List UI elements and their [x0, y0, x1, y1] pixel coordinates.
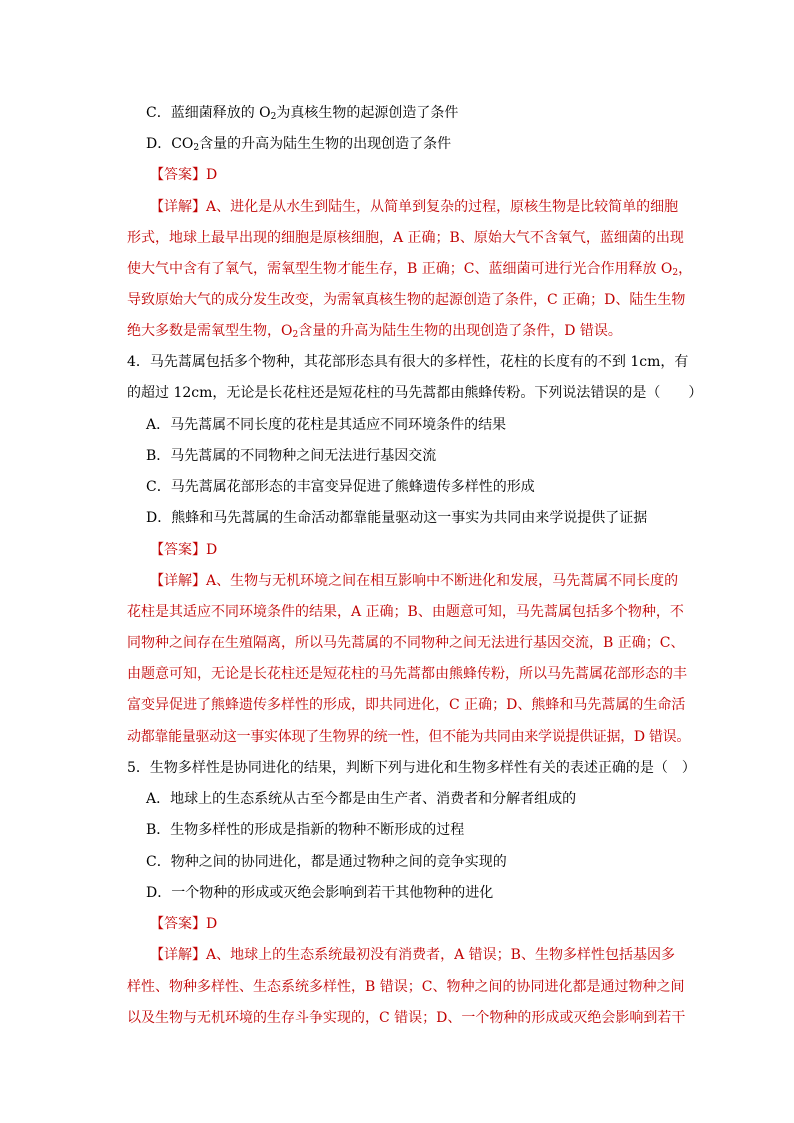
q4-stem-line-2: 的超过 12cm，无论是长花柱还是短花柱的马先蒿都由熊蜂传粉。下列说法错误的是（ ） [127, 385, 703, 401]
answer-tag: 【答案】 [150, 916, 206, 932]
q3-option-d [146, 134, 451, 154]
q3-option-c-text: C．蓝细菌释放的 O [146, 105, 271, 121]
q5-option-b: B．生物多样性的形成是指新的物种不断形成的过程 [146, 822, 465, 838]
q4-option-a: A．马先蒿属不同长度的花柱是其适应不同环境条件的结果 [146, 417, 507, 433]
q3-explain-line-5 [127, 321, 622, 341]
q4-option-c: C．马先蒿属花部形态的丰富变异促进了熊蜂遗传多样性的形成 [146, 479, 535, 495]
answer-tag: 【答案】 [150, 167, 206, 183]
q3-explain-line-2: 形式，地球上最早出现的细胞是原核细胞，A 正确；B、原始大气不含氧气，蓝细菌的出现 [127, 230, 684, 246]
q3-option-c [146, 103, 458, 123]
q3-explain-line-1 [150, 197, 678, 217]
q3-explain-line-3 [127, 259, 692, 279]
q4-explain-line-3: 同物种之间存在生殖隔离，所以马先蒿属的不同物种之间无法进行基因交流，B 正确；C、 [127, 635, 685, 651]
q3-option-c-text-2: 为真核生物的起源创造了条件 [276, 105, 459, 121]
q4-explain-line-1 [150, 571, 678, 591]
q3-option-d-text-2: 含量的升高为陆生生物的出现创造了条件 [199, 136, 452, 152]
q4-explain-line-5: 富变异促进了熊蜂遗传多样性的形成，即共同进化，C 正确；D、熊蜂和马先蒿属的生命活 [127, 697, 686, 713]
explain-tag: 【详解】 [150, 573, 206, 589]
answer-value: D [206, 542, 218, 558]
q4-stem-line-1: 4．马先蒿属包括多个物种，其花部形态具有很大的多样性，花柱的长度有的不到 1cm，有 [127, 354, 689, 370]
q3-explain-line-3-sub: 2 [672, 268, 679, 278]
q3-explain-line-3-text: 使大气中含有了氧气，需氧型生物才能生存，B 正确；C、蓝细菌可进行光合作用释放 O [127, 261, 673, 277]
q4-answer [150, 540, 217, 560]
answer-tag: 【答案】 [150, 542, 206, 558]
explain-tag: 【详解】 [150, 199, 206, 215]
q3-explain-line-4: 导致原始大气的成分发生改变，为需氧真核生物的起源创造了条件，C 正确；D、陆生生物 [127, 292, 686, 308]
q4-explain-line-6: 动都靠能量驱动这一事实体现了生物界的统一性，但不能为共同由来学说提供证据，D 错误。 [127, 729, 691, 745]
q3-option-d-sub: 2 [193, 143, 200, 153]
q4-explain-text: A、生物与无机环境之间在相互影响中不断进化和发展，马先蒿属不同长度的 [206, 573, 679, 589]
q3-explain-text: A、进化是从水生到陆生，从简单到复杂的过程，原核生物是比较简单的细胞 [206, 199, 679, 215]
q5-explain-line-1 [150, 945, 675, 965]
q5-stem-line-1: 5．生物多样性是协同进化的结果，判断下列与进化和生物多样性有关的表述正确的是（ ） [127, 760, 696, 776]
q5-option-a: A．地球上的生态系统从古至今都是由生产者、消费者和分解者组成的 [146, 791, 577, 807]
q5-option-c: C．物种之间的协同进化，都是通过物种之间的竞争实现的 [146, 854, 507, 870]
q3-option-d-text: D．CO [146, 136, 194, 152]
explain-tag: 【详解】 [150, 947, 206, 963]
answer-value: D [206, 167, 218, 183]
q5-explain-line-2: 样性、物种多样性、生态系统多样性，B 错误；C、物种之间的协同进化都是通过物种之间 [127, 979, 685, 995]
answer-value: D [206, 916, 218, 932]
q4-explain-line-2: 花柱是其适应不同环境条件的结果，A 正确；B、由题意可知，马先蒿属包括多个物种，不 [127, 604, 684, 620]
q4-option-b: B．马先蒿属的不同物种之间无法进行基因交流 [146, 448, 437, 464]
q3-explain-line-5-post: 含量的升高为陆生生物的出现创造了条件，D 错误。 [298, 323, 622, 339]
q3-explain-line-5-text: 绝大多数是需氧型生物，O [127, 323, 293, 339]
q3-explain-line-3-post: ， [678, 261, 693, 277]
q4-explain-line-4: 由题意可知，无论是长花柱还是短花柱的马先蒿都由熊蜂传粉，所以马先蒿属花部形态的丰 [127, 666, 687, 682]
q5-explain-line-3: 以及生物与无机环境的生存斗争实现的，C 错误；D、一个物种的形成或灭绝会影响到若干 [127, 1010, 686, 1026]
q3-explain-line-5-sub: 2 [292, 330, 299, 340]
q4-option-d: D．熊蜂和马先蒿属的生命活动都靠能量驱动这一事实为共同由来学说提供了证据 [146, 510, 648, 526]
q3-option-c-sub: 2 [270, 112, 277, 122]
q5-option-d: D．一个物种的形成或灭绝会影响到若干其他物种的进化 [146, 885, 494, 901]
q3-answer [150, 165, 217, 185]
q5-answer [150, 914, 217, 934]
q5-explain-text: A、地球上的生态系统最初没有消费者，A 错误；B、生物多样性包括基因多 [206, 947, 675, 963]
